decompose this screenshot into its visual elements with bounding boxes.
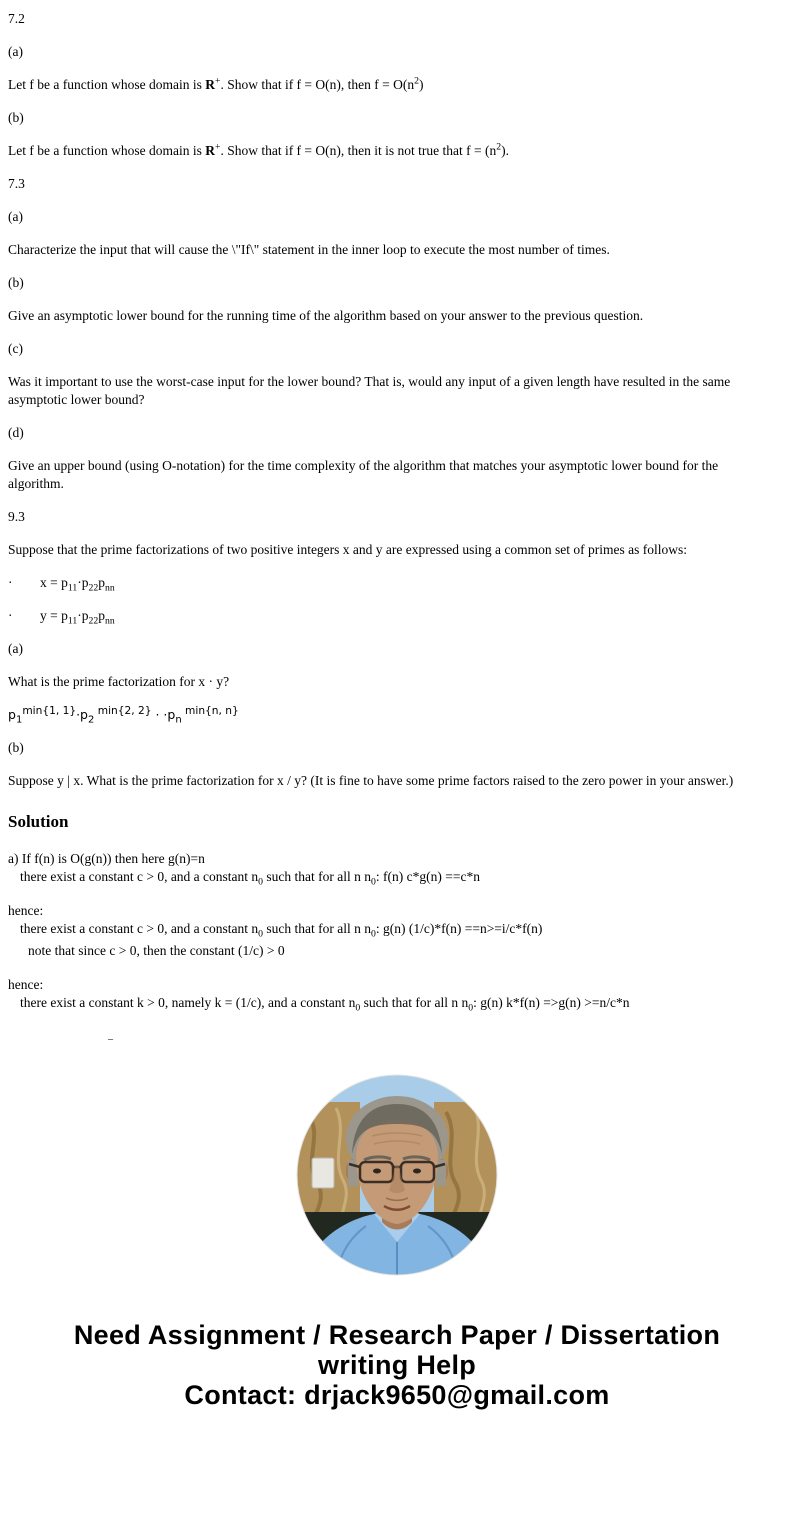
question-text: What is the prime factorization for x · y? bbox=[8, 674, 230, 689]
text-segment: ) bbox=[419, 77, 424, 92]
text-segment: 0 bbox=[371, 876, 376, 888]
part-label: (b) bbox=[8, 740, 24, 755]
text-segment: 2 bbox=[496, 141, 502, 153]
text-segment: such that for all n n bbox=[263, 921, 372, 936]
section-number: 7.2 bbox=[8, 11, 25, 26]
text-segment: . Show that if f = O(n), then f = O(n bbox=[220, 77, 415, 92]
text-segment: Let f be a function whose domain is bbox=[8, 77, 206, 92]
solution-line bbox=[8, 976, 748, 994]
text-segment: : g(n) k*f(n) =>g(n) >=n/c*n bbox=[473, 995, 630, 1010]
text-segment: 0 bbox=[468, 1002, 474, 1014]
footer-ad-line-2: writing Help bbox=[317, 1350, 477, 1380]
text-segment: + bbox=[214, 75, 221, 87]
text-segment: p bbox=[8, 707, 16, 722]
text-segment: hence: bbox=[8, 977, 44, 992]
solution-line bbox=[8, 920, 748, 938]
text-segment: 2 bbox=[414, 75, 419, 87]
text-segment: : f(n) c*g(n) ==c*n bbox=[375, 869, 480, 884]
text-segment: 0 bbox=[258, 876, 264, 888]
text-segment: there exist a constant c > 0, and a constant n bbox=[20, 921, 259, 936]
profile-photo bbox=[296, 1074, 498, 1276]
question-text bbox=[8, 142, 748, 160]
bullet-text bbox=[40, 607, 115, 625]
solution-line bbox=[8, 850, 748, 868]
part-label: (d) bbox=[8, 425, 24, 440]
text-segment: nn bbox=[104, 615, 115, 627]
solution-block bbox=[8, 850, 748, 886]
text-segment: p bbox=[98, 575, 105, 590]
text-segment: nn bbox=[104, 582, 115, 594]
footer-ad-contact-email: Contact: drjack9650@gmail.com bbox=[184, 1380, 610, 1410]
text-segment: ·p bbox=[77, 608, 89, 623]
part-label: (a) bbox=[8, 209, 23, 224]
text-segment: min{2, 2} bbox=[94, 703, 152, 717]
text-segment: such that for all n n bbox=[263, 869, 372, 884]
question-text: Characterize the input that will cause the \"If\" statement in the inner loop to execute the most number of times. bbox=[8, 242, 610, 257]
text-segment: there exist a constant k > 0, namely k = (1/c), and a constant n bbox=[20, 995, 356, 1010]
text-segment: x = p bbox=[40, 575, 68, 590]
text-segment: R bbox=[205, 77, 215, 92]
text-segment: 1 bbox=[15, 714, 23, 726]
part-label: (c) bbox=[8, 341, 23, 356]
text-segment: ·p bbox=[77, 575, 89, 590]
part-label: (b) bbox=[8, 110, 24, 125]
part-label: (a) bbox=[8, 641, 23, 656]
question-text bbox=[8, 76, 748, 94]
text-segment: note that since c > 0, then the constant (1/c) > 0 bbox=[28, 943, 285, 958]
footer-ad bbox=[0, 1320, 794, 1436]
part-label: (a) bbox=[8, 44, 23, 59]
text-segment: Let f be a function whose domain is bbox=[8, 143, 206, 158]
question-text: Give an upper bound (using O-notation) for the time complexity of the algorithm that matches your asymptotic lower bound for the algorithm. bbox=[8, 458, 719, 491]
text-segment: ). bbox=[501, 143, 509, 158]
solution-line bbox=[8, 868, 748, 886]
text-segment: a) If f(n) is O(g(n)) then here g(n)=n bbox=[8, 851, 205, 866]
question-text: Suppose y | x. What is the prime factorization for x / y? (It is fine to have some prime factors raised to the zero power in your answer.) bbox=[8, 773, 734, 788]
solution-line bbox=[8, 942, 748, 960]
text-segment: 11 bbox=[67, 615, 78, 627]
bullet-marker: · bbox=[8, 575, 13, 590]
text-segment: : g(n) (1/c)*f(n) ==n>=i/c*f(n) bbox=[375, 921, 543, 936]
text-segment: such that for all n n bbox=[360, 995, 469, 1010]
photo-section bbox=[0, 1074, 794, 1276]
text-segment: y = p bbox=[40, 608, 68, 623]
bullet-marker: · bbox=[8, 608, 13, 623]
text-segment: 11 bbox=[67, 582, 78, 594]
question-text: Give an asymptotic lower bound for the running time of the algorithm based on your answer to the previous question. bbox=[8, 308, 644, 323]
text-segment: ·p bbox=[76, 707, 88, 722]
section-number: 7.3 bbox=[8, 176, 25, 191]
stray-dash: – bbox=[108, 1034, 113, 1045]
factorization-formula bbox=[8, 703, 748, 726]
question-text: Suppose that the prime factorizations of two positive integers x and y are expressed using a common set of primes as follows: bbox=[8, 542, 687, 557]
text-segment: · ·p bbox=[151, 707, 176, 722]
text-segment: 22 bbox=[88, 582, 99, 594]
solution-block bbox=[8, 902, 748, 960]
footer-ad-line-1: Need Assignment / Research Paper / Dissertation bbox=[73, 1320, 721, 1350]
part-label: (b) bbox=[8, 275, 24, 290]
factorization-item-x bbox=[8, 574, 748, 592]
text-segment: 22 bbox=[88, 615, 99, 627]
text-segment: 2 bbox=[88, 714, 95, 726]
solution-heading: Solution bbox=[8, 812, 69, 831]
question-text: Was it important to use the worst-case input for the lower bound? That is, would any input of a given length have resulted in the same asymptotic lower bound? bbox=[8, 374, 731, 407]
factorization-item-y bbox=[8, 607, 748, 625]
text-segment: 0 bbox=[258, 928, 264, 940]
text-segment: hence: bbox=[8, 903, 44, 918]
photo-switch-plate bbox=[312, 1158, 334, 1188]
text-segment: min{n, n} bbox=[181, 703, 239, 717]
solution-block bbox=[8, 976, 748, 1012]
section-number: 9.3 bbox=[8, 509, 25, 524]
text-segment: p bbox=[98, 608, 105, 623]
solution-line bbox=[8, 902, 748, 920]
bullet-text bbox=[40, 574, 115, 592]
text-segment: . Show that if f = O(n), then it is not true that f = (n bbox=[220, 143, 497, 158]
text-segment: n bbox=[175, 714, 182, 726]
text-segment: R bbox=[205, 143, 215, 158]
solution-line bbox=[8, 994, 748, 1012]
text-segment: min{1, 1} bbox=[22, 703, 77, 717]
text-segment: there exist a constant c > 0, and a constant n bbox=[20, 869, 259, 884]
text-segment: 0 bbox=[355, 1002, 361, 1014]
text-segment: 0 bbox=[371, 928, 376, 940]
text-segment: + bbox=[214, 141, 221, 153]
